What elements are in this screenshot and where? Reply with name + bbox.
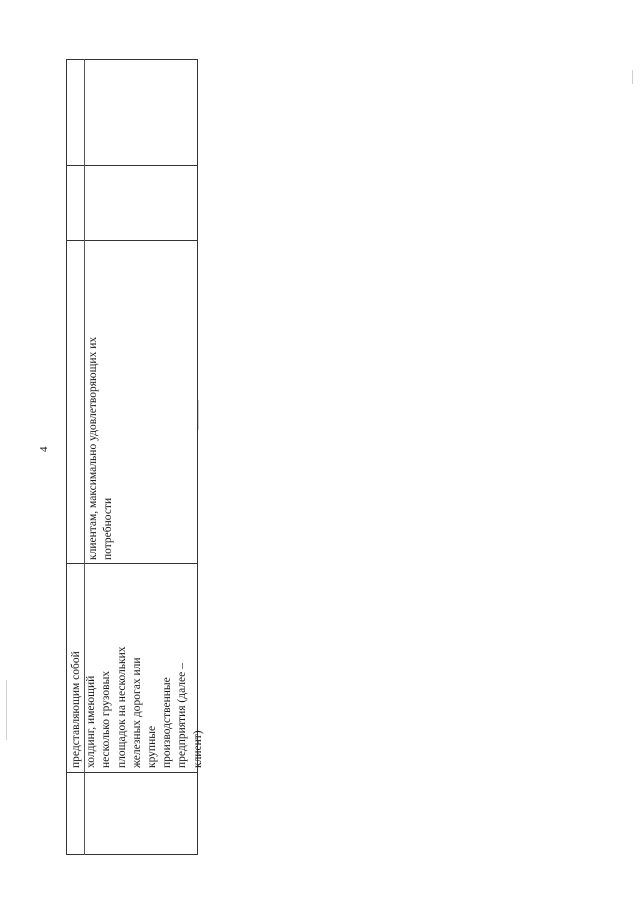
scan-artifact xyxy=(198,400,199,430)
table-cell-text: клиентам, максимально удовлетворяющих их потребности xyxy=(87,336,115,560)
row-divider-2 xyxy=(66,165,198,166)
scan-artifact xyxy=(6,680,7,740)
row-divider-3 xyxy=(66,563,198,564)
page-number: 4 xyxy=(38,446,50,452)
row-divider-4 xyxy=(66,772,198,773)
scan-artifact xyxy=(632,70,633,84)
table-cell-text: представляющим собой холдинг, имеющий несколько грузовых площадок на нескольких железных дорогах или крупные производственные предприятия (далее – клиент) xyxy=(70,646,204,768)
row-divider-1 xyxy=(66,240,198,241)
